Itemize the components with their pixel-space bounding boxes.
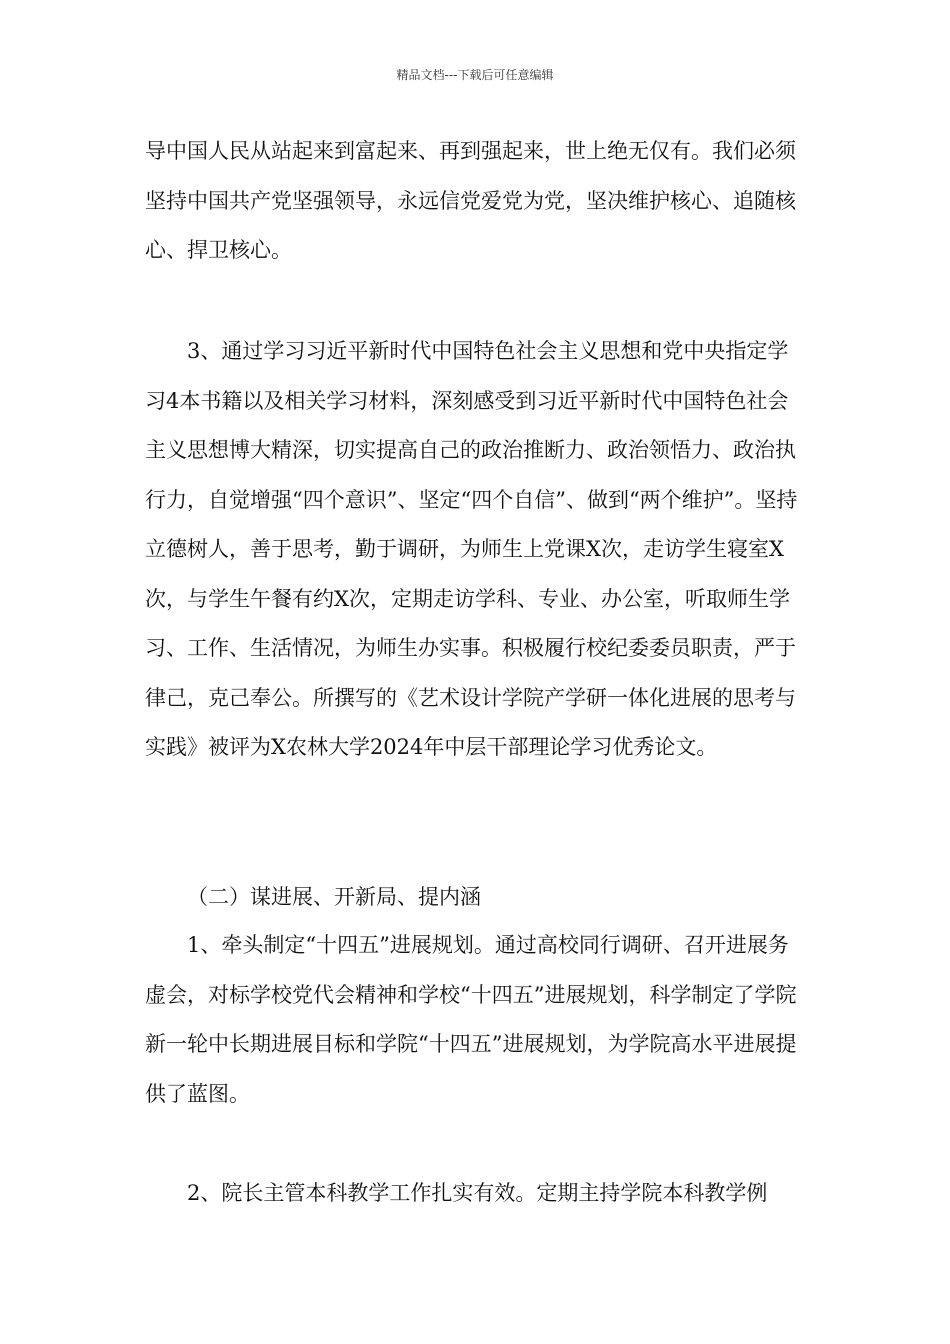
section-heading: （二）谋进展、开新局、提内涵 — [187, 885, 481, 909]
paragraph-item-3: 3、通过学习习近平新时代中国特色社会主义思想和党中央指定学习4本书籍以及相关学习材料，深刻感受到习近平新时代中国特色社会主义思想博大精深，切实提高自己的政治推断力、政治领悟力、政治执行力，自觉增强“四个意识”、坚定“四个自信”、做到“两个维护”。坚持立德树人，善于思考，勤于调研，为师生上党课X次，走访学生寝室X次，与学生午餐有约X次，定期走访学科、专业、办公室，听取师生学习、工作、生活情况，为师生办实事。积极履行校纪委委员职责，严于律己，克己奉公。所撰写的《艺术设计学院产学研一体化进展的思考与实践》被评为X农林大学2024年中层干部理论学习优秀论文。 — [145, 339, 798, 759]
page-header: 精品文档---下载后可任意编辑 — [396, 68, 554, 82]
paragraph-continuation: 导中国人民从站起来到富起来、再到强起来，世上绝无仅有。我们必须坚持中国共产党坚强领导，永远信党爱党为党，坚决维护核心、追随核心、捍卫核心。 — [145, 139, 796, 262]
paragraph-item-2: 2、院长主管本科教学工作扎实有效。定期主持学院本科教学例 — [187, 1181, 768, 1205]
paragraph-item-1: 1、牵头制定“十四五”进展规划。通过高校同行调研、召开进展务虚会，对标学校党代会精神和学校“十四五”进展规划，科学制定了学院新一轮中长期进展目标和学院“十四五”进展规划，为学院高水平进展提供了蓝图。 — [145, 933, 797, 1106]
